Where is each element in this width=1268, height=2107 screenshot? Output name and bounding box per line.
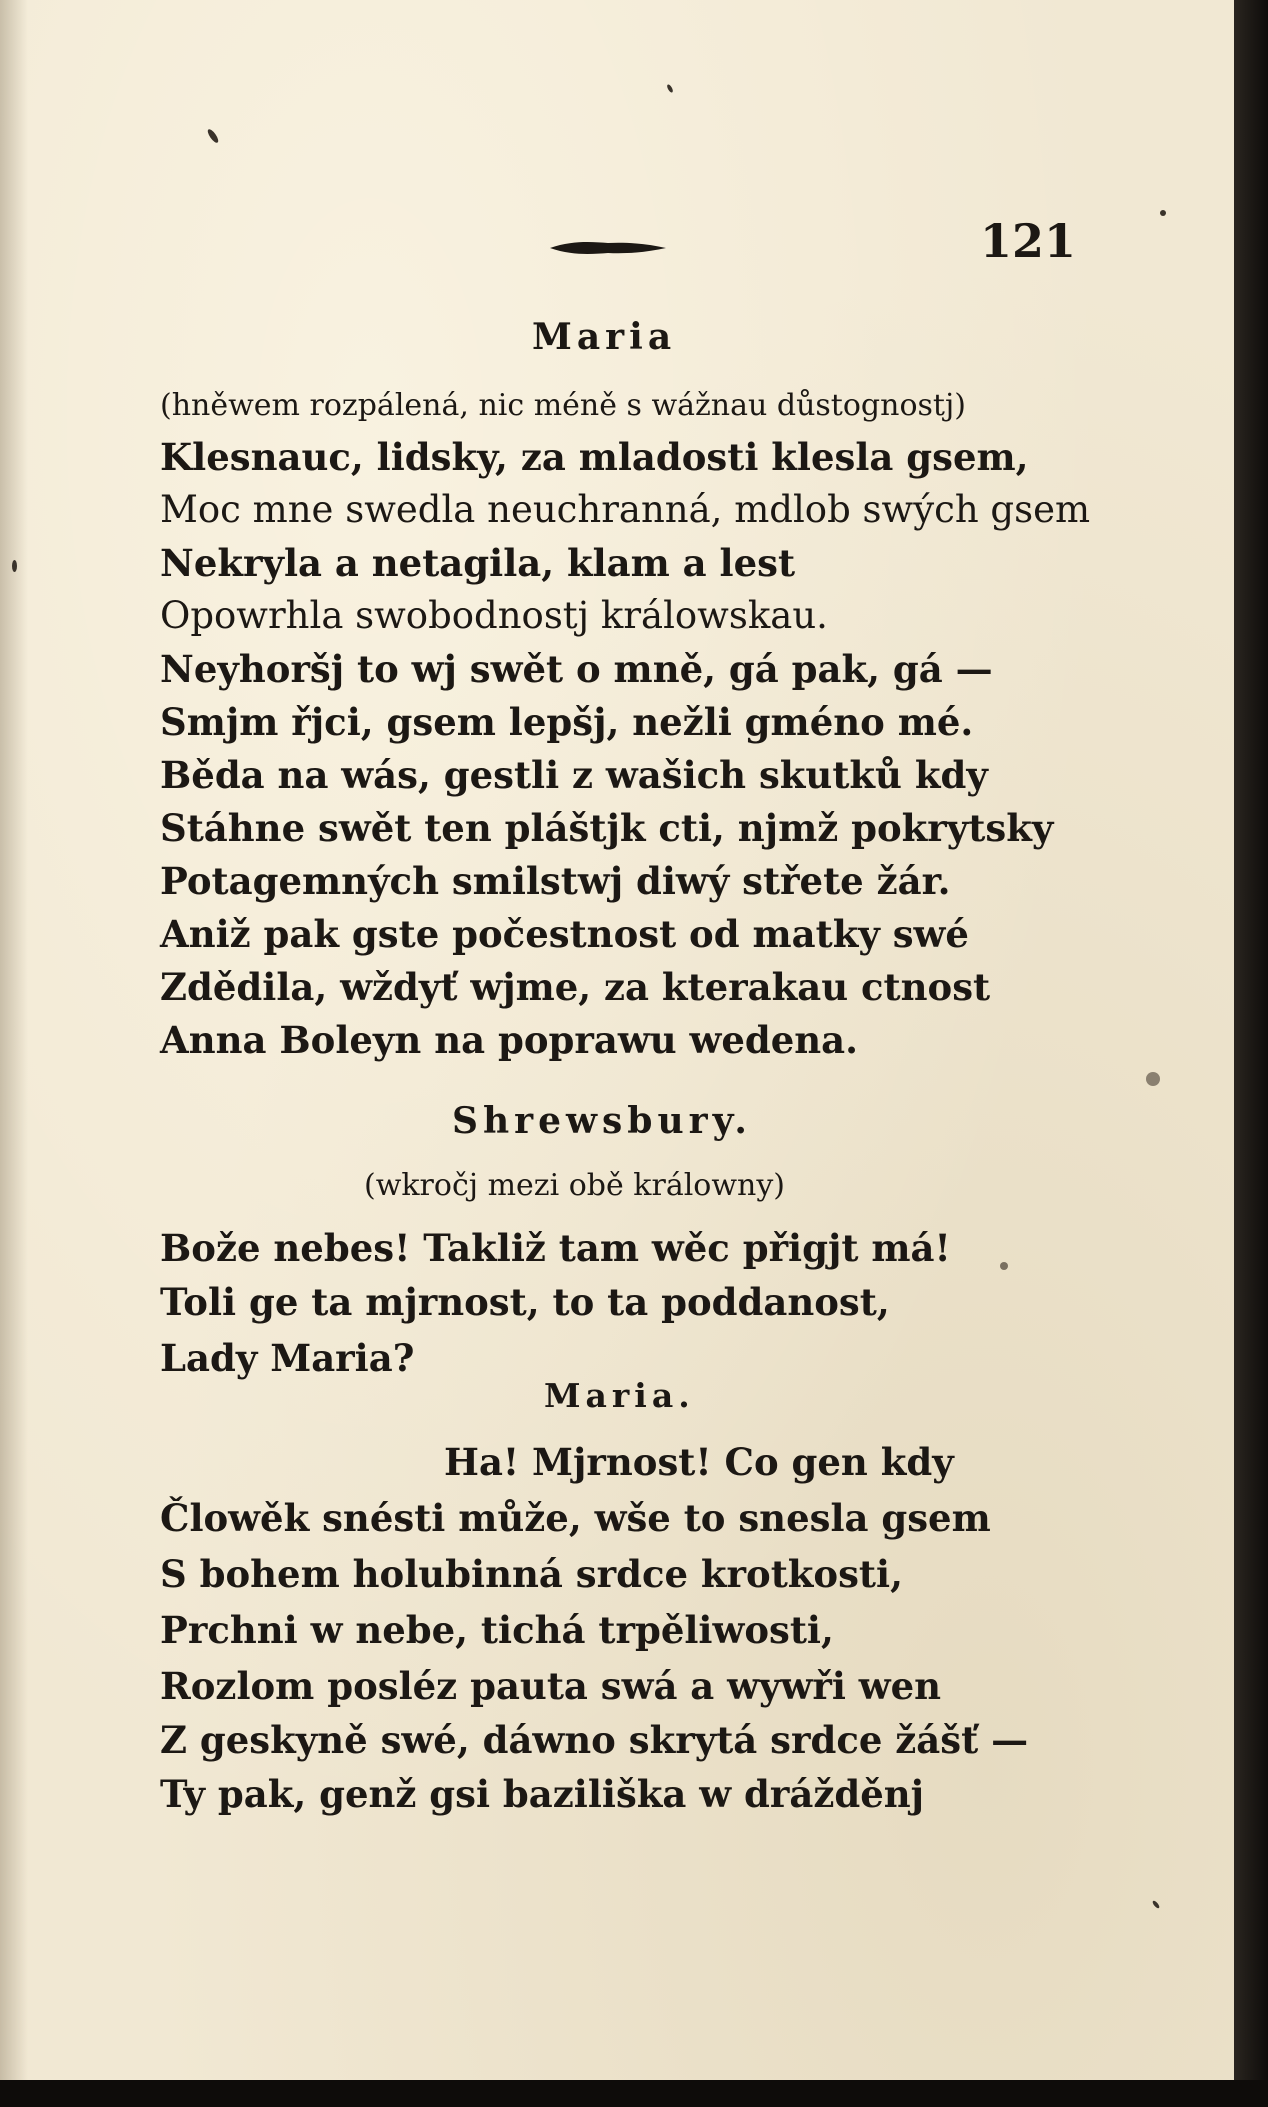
paper-speck: [1146, 1072, 1160, 1086]
verse-line: Nekryla a netagila, klam a lest: [160, 541, 796, 585]
verse-line: Ty pak, genž gsi baziliška w drážděnj: [160, 1772, 925, 1816]
verse-line: Smjm řjci, gsem lepšj, nežli gméno mé.: [160, 700, 974, 744]
paper-speck: [1152, 1900, 1161, 1909]
verse-line: Stáhne swět ten pláštjk cti, njmž pokrytsky: [160, 806, 1054, 850]
paper-speck: [1000, 1262, 1008, 1270]
verse-line: Ha! Mjrnost! Co gen kdy: [444, 1440, 954, 1484]
verse-line: Rozlom posléz pauta swá a wywři wen: [160, 1664, 942, 1708]
verse-line: Opowrhla swobodnostj králowskau.: [160, 594, 828, 637]
scan-edge-right: [1234, 0, 1268, 2107]
paper-speck: [1160, 210, 1166, 216]
verse-line: Klesnauc, lidsky, za mladosti klesla gsem,: [160, 435, 1029, 479]
speaker-shrewsbury: Shrewsbury.: [452, 1100, 752, 1142]
verse-line: Zdědila, wždyť wjme, za kterakau ctnost: [160, 965, 991, 1009]
verse-line: Neyhoršj to wj swět o mně, gá pak, gá —: [160, 647, 993, 691]
paper-speck: [12, 560, 17, 572]
verse-line: Běda na wás, gestli z wašich skutků kdy: [160, 753, 988, 797]
verse-line: Bože nebes! Takliž tam wěc přigjt má!: [160, 1226, 951, 1270]
verse-line: Z geskyně swé, dáwno skrytá srdce žášť —: [160, 1718, 1029, 1762]
page-number: 121: [980, 214, 1077, 268]
stage-direction: (wkročj mezi obě králowny): [364, 1168, 786, 1203]
paper-speck: [666, 84, 674, 94]
verse-line: Toli ge ta mjrnost, to ta poddanost,: [160, 1280, 890, 1324]
verse-line: Aniž pak gste počestnost od matky swé: [160, 912, 969, 956]
speaker-maria: Maria.: [544, 1376, 695, 1415]
verse-line: Anna Boleyn na poprawu wedena.: [160, 1018, 859, 1062]
verse-line: S bohem holubinná srdce krotkosti,: [160, 1552, 903, 1596]
paper-speck: [206, 128, 220, 145]
verse-line: Člowěk snésti může, wše to snesla gsem: [160, 1496, 991, 1540]
verse-line: Lady Maria?: [160, 1336, 415, 1380]
verse-line: Prchni w nebe, tichá trpěliwosti,: [160, 1608, 834, 1652]
header-ornament-icon: [548, 238, 668, 258]
scan-edge-bottom: [0, 2080, 1268, 2107]
page-gutter-shadow: [0, 0, 28, 2080]
verse-line: Potagemných smilstwj diwý střete žár.: [160, 859, 951, 903]
speaker-maria: Maria: [532, 316, 677, 358]
verse-line: Moc mne swedla neuchranná, mdlob swých gsem: [160, 488, 1091, 531]
stage-direction: (hněwem rozpálená, nic méně s wážnau důstognostj): [160, 388, 966, 423]
